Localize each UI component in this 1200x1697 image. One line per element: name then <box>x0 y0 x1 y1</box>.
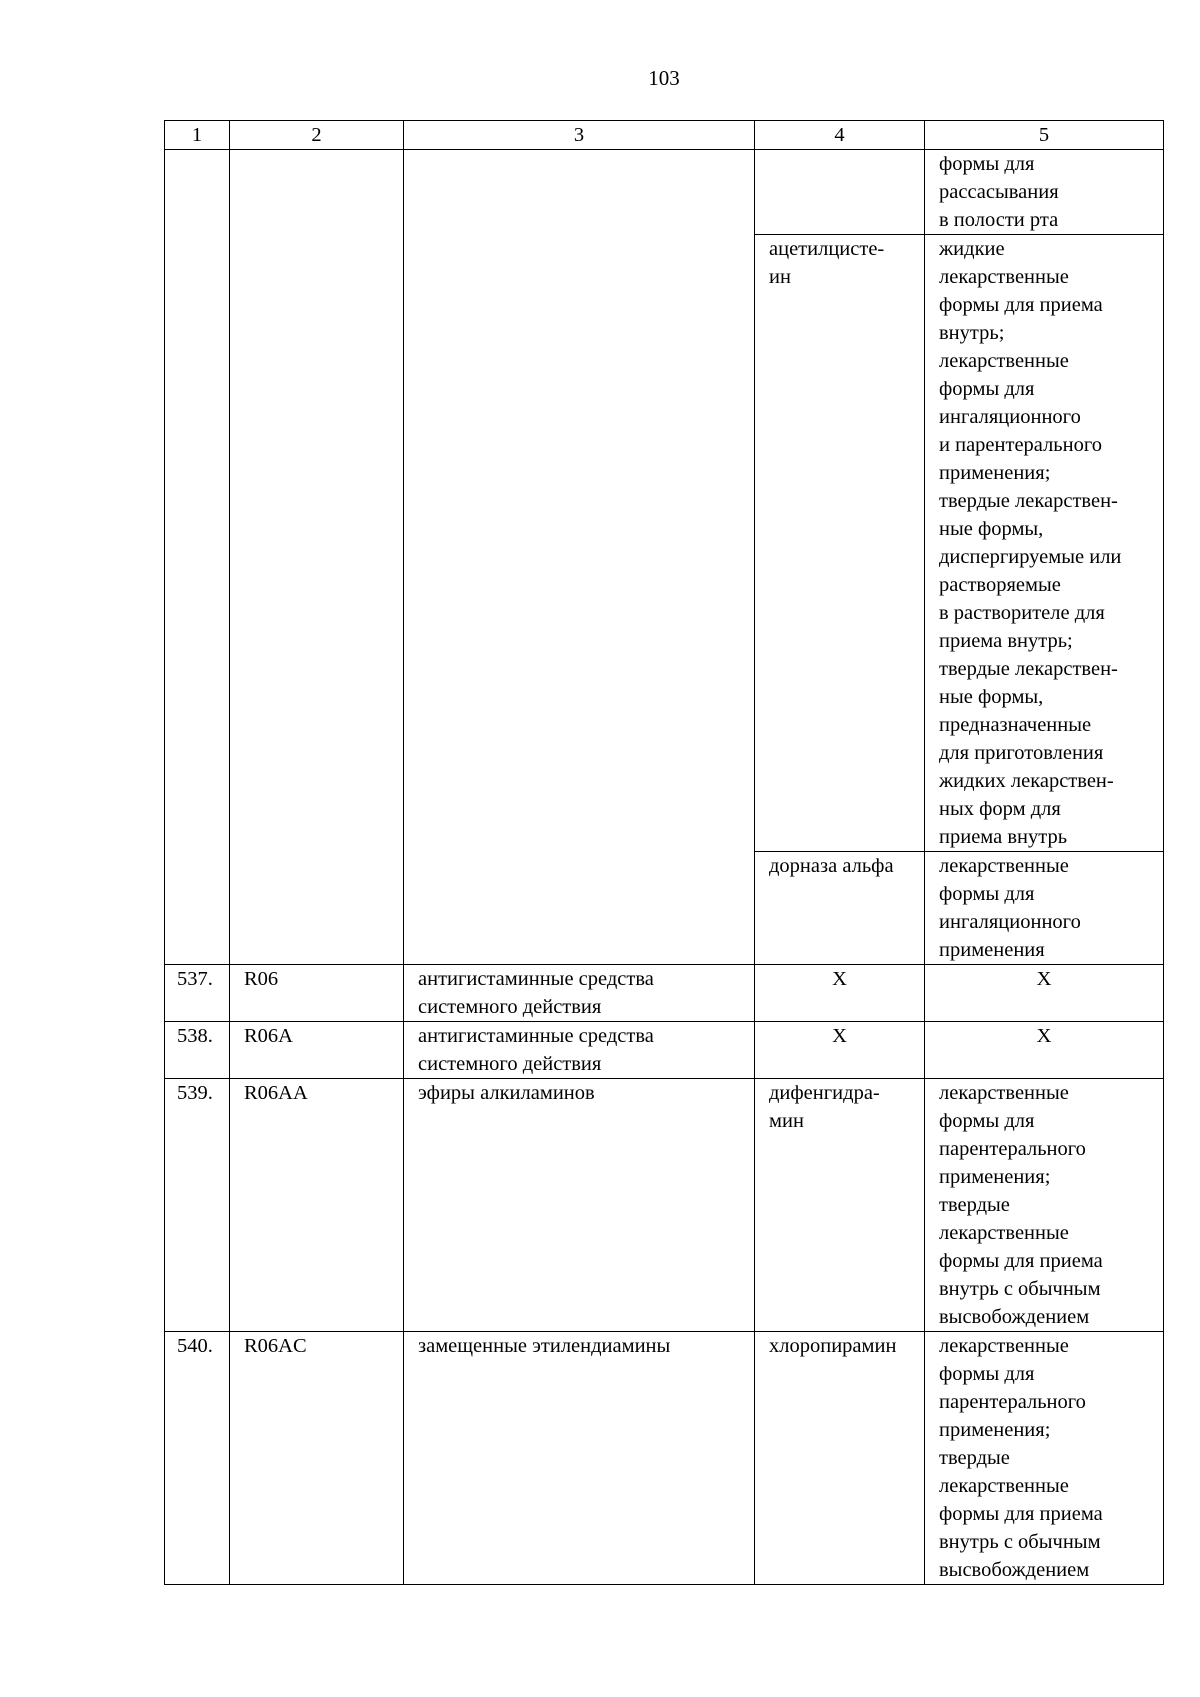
table-row <box>165 965 1164 1022</box>
row-number-cell: 539. <box>165 1079 230 1332</box>
atc-code-cell: R06 <box>230 965 404 1022</box>
dosage-form-cell: жидкие лекарственные формы для приема внутрь; лекарственные формы для ингаляционного и парентерального применения; твердые лекарствен- ные формы, диспергируемые или растворяемые в растворителе для приема внутрь; твердые лекарствен- ные формы, предназначенные для приготовления жидких лекарствен- ных форм для приема внутрь <box>925 235 1164 852</box>
table-row <box>165 1022 1164 1079</box>
table-row <box>165 1079 1164 1332</box>
drug-name-cell: ацетилцисте- ин <box>755 235 925 852</box>
table-row <box>165 150 1164 235</box>
atc-code-cell <box>230 150 404 965</box>
dosage-form-cell: Х <box>925 965 1164 1022</box>
dosage-form-cell: формы для рассасывания в полости рта <box>925 150 1164 235</box>
row-number-cell: 540. <box>165 1332 230 1585</box>
column-header-4: 4 <box>755 121 925 150</box>
group-name-cell: антигистаминные средства системного действия <box>404 965 755 1022</box>
group-name-cell <box>404 150 755 965</box>
column-header-2: 2 <box>230 121 404 150</box>
dosage-form-cell: лекарственные формы для парентерального применения; твердые лекарственные формы для приема внутрь с обычным высвобождением <box>925 1332 1164 1585</box>
page-number: 103 <box>648 66 680 90</box>
drug-name-cell: Х <box>755 965 925 1022</box>
row-number-cell: 538. <box>165 1022 230 1079</box>
table-header-row <box>165 121 1164 150</box>
column-header-5: 5 <box>925 121 1164 150</box>
group-name-cell: замещенные этилендиамины <box>404 1332 755 1585</box>
drug-name-cell: дифенгидра- мин <box>755 1079 925 1332</box>
atc-code-cell: R06AC <box>230 1332 404 1585</box>
row-number-cell: 537. <box>165 965 230 1022</box>
table-row <box>165 1332 1164 1585</box>
group-name-cell: эфиры алкиламинов <box>404 1079 755 1332</box>
dosage-form-cell: лекарственные формы для парентерального применения; твердые лекарственные формы для приема внутрь с обычным высвобождением <box>925 1079 1164 1332</box>
drug-name-cell: Х <box>755 1022 925 1079</box>
column-header-3: 3 <box>404 121 755 150</box>
drug-name-cell: хлоропирамин <box>755 1332 925 1585</box>
column-header-1: 1 <box>165 121 230 150</box>
atc-code-cell: R06A <box>230 1022 404 1079</box>
row-number-cell <box>165 150 230 965</box>
dosage-form-cell: Х <box>925 1022 1164 1079</box>
atc-code-cell: R06AA <box>230 1079 404 1332</box>
drug-name-cell: дорназа альфа <box>755 852 925 965</box>
dosage-form-cell: лекарственные формы для ингаляционного применения <box>925 852 1164 965</box>
drug-list-table <box>164 120 1164 1585</box>
drug-name-cell <box>755 150 925 235</box>
group-name-cell: антигистаминные средства системного действия <box>404 1022 755 1079</box>
